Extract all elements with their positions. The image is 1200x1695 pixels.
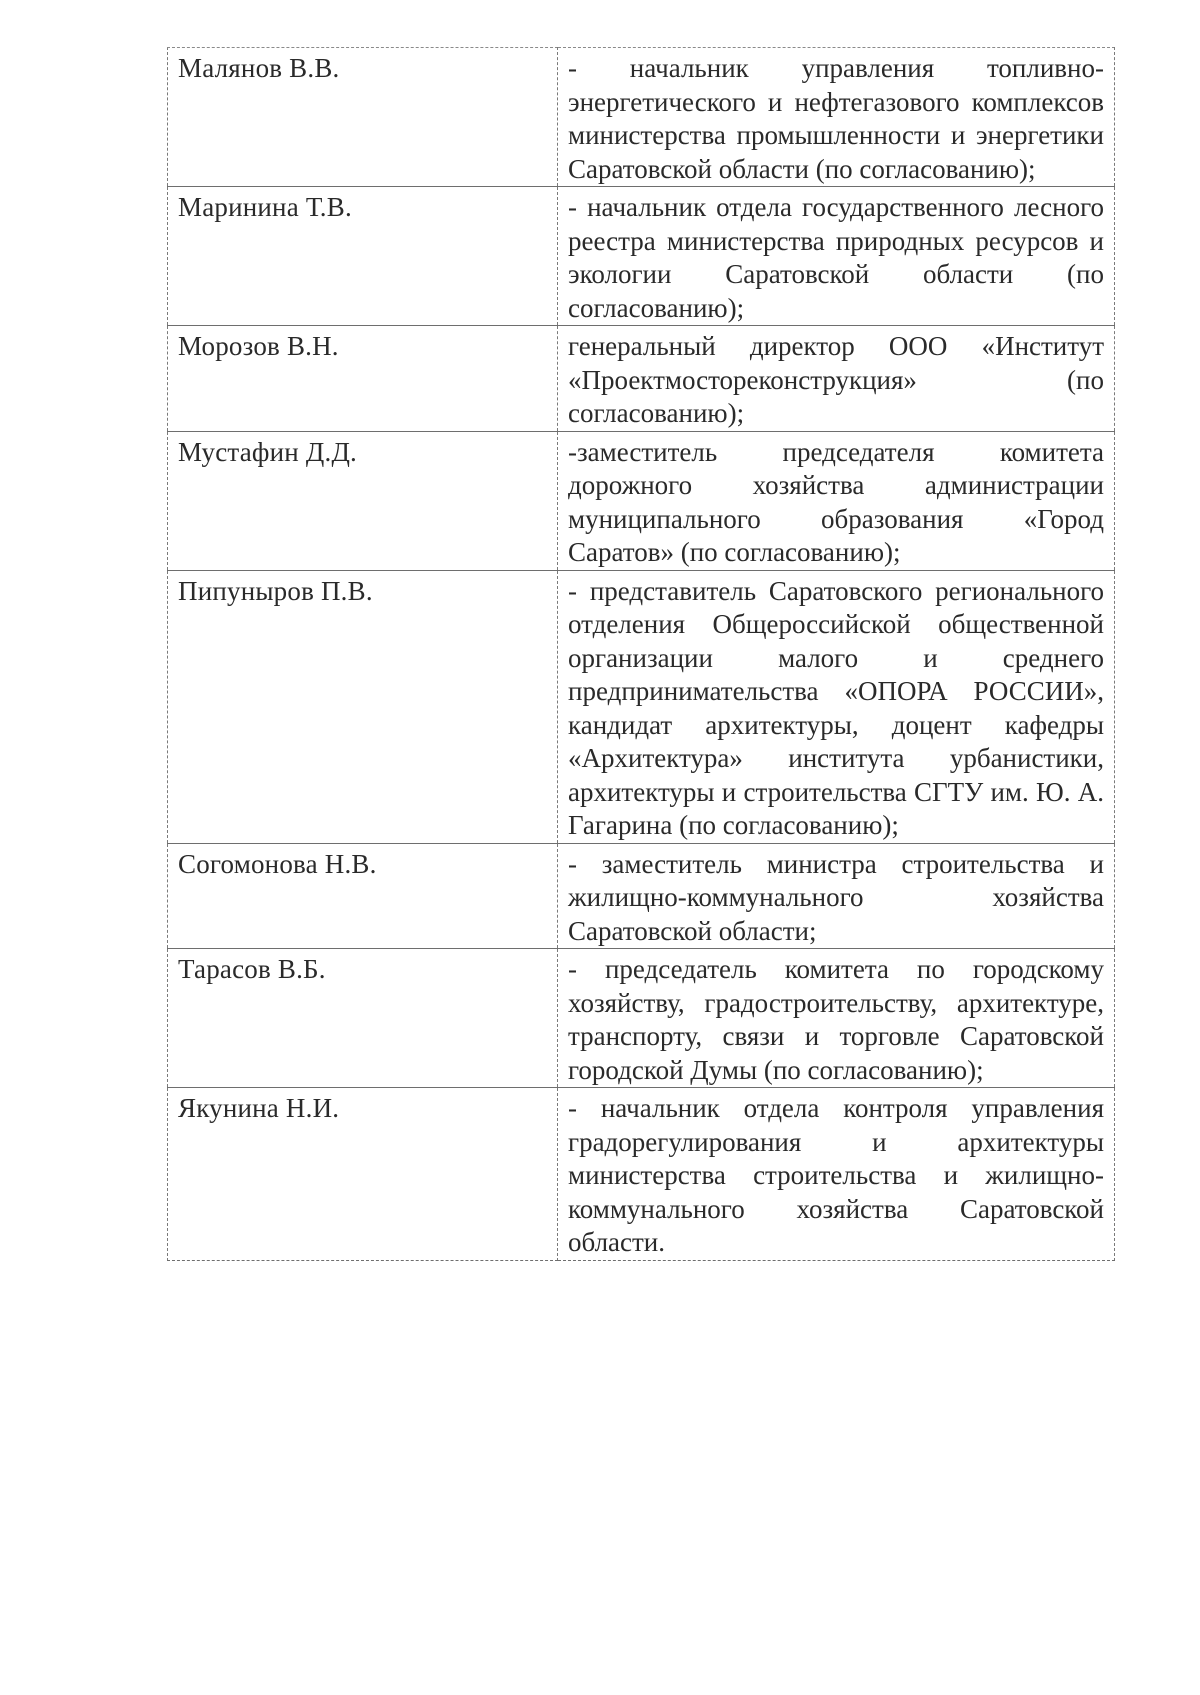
member-role: - начальник отдела контроля управления градорегулирования и архитектуры министерства строительства и жилищно-коммунального хозяйства Саратовской области. xyxy=(558,1088,1115,1261)
table-row xyxy=(168,48,1115,187)
member-role: - начальник управления топливно-энергетического и нефтегазового комплексов министерства промышленности и энергетики Саратовской области (по согласованию); xyxy=(558,48,1115,187)
member-role: - председатель комитета по городскому хозяйству, градостроительству, архитектуре, транспорту, связи и торговле Саратовской городской Думы (по согласованию); xyxy=(558,949,1115,1088)
table-row xyxy=(168,570,1115,843)
table-row xyxy=(168,843,1115,949)
members-table xyxy=(167,47,1115,1261)
member-role: - начальник отдела государственного лесного реестра министерства природных ресурсов и экологии Саратовской области (по согласованию); xyxy=(558,187,1115,326)
member-name: Малянов В.В. xyxy=(168,48,558,187)
member-role: -заместитель председателя комитета дорожного хозяйства администрации муниципального образования «Город Саратов» (по согласованию); xyxy=(558,431,1115,570)
member-name: Пипуныров П.В. xyxy=(168,570,558,843)
member-role: - заместитель министра строительства и жилищно-коммунального хозяйства Саратовской области; xyxy=(558,843,1115,949)
member-name: Тарасов В.Б. xyxy=(168,949,558,1088)
table-row xyxy=(168,187,1115,326)
member-role: генеральный директор ООО «Институт «Проектмостореконструкция» (по согласованию); xyxy=(558,326,1115,432)
table-row xyxy=(168,326,1115,432)
member-name: Мустафин Д.Д. xyxy=(168,431,558,570)
table-row xyxy=(168,949,1115,1088)
member-name: Согомонова Н.В. xyxy=(168,843,558,949)
table-row xyxy=(168,1088,1115,1261)
member-name: Якунина Н.И. xyxy=(168,1088,558,1261)
member-role: - представитель Саратовского регионального отделения Общероссийской общественной организации малого и среднего предпринимательства «ОПОРА РОССИИ», кандидат архитектуры, доцент кафедры «Архитектура» института урбанистики, архитектуры и строительства СГТУ им. Ю. А. Гагарина (по согласованию); xyxy=(558,570,1115,843)
table-row xyxy=(168,431,1115,570)
member-name: Маринина Т.В. xyxy=(168,187,558,326)
member-name: Морозов В.Н. xyxy=(168,326,558,432)
